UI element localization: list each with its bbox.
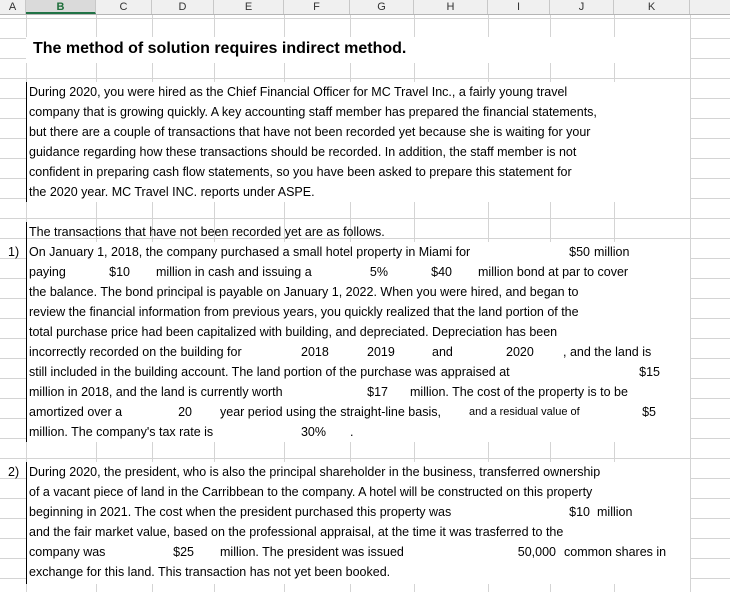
item-2-original-cost[interactable]: $10 xyxy=(569,505,590,519)
item-1-line-4[interactable]: review the financial information from previous years, you quickly realized that the land portion of the xyxy=(29,305,579,319)
item-2-shares-issued[interactable]: 50,000 xyxy=(517,545,556,559)
item-1-line-10-end[interactable]: . xyxy=(350,425,354,439)
column-header-h[interactable]: H xyxy=(414,0,488,14)
item-1-line-7[interactable]: still included in the building account. The land portion of the purchase was appraised at xyxy=(29,365,510,379)
column-header-f[interactable]: F xyxy=(284,0,350,14)
column-header-a[interactable]: A xyxy=(0,0,26,14)
item-1-paying[interactable]: paying xyxy=(29,265,66,279)
item-1-year-2019[interactable]: 2019 xyxy=(367,345,395,359)
item-1-amortization-years[interactable]: 20 xyxy=(178,405,192,419)
item-1-bond-rate[interactable]: 5% xyxy=(369,265,388,279)
item-1-line-6-end[interactable]: , and the land is xyxy=(563,345,652,359)
item-1-line-1[interactable]: On January 1, 2018, the company purchased a small hotel property in Miami for xyxy=(29,245,471,259)
item-1-land-current-value[interactable]: $17 xyxy=(367,385,388,399)
item-1-land-appraisal[interactable]: $15 xyxy=(639,365,660,379)
item-1-line-2-text[interactable]: million in cash and issuing a xyxy=(156,265,312,279)
item-1-line-8-end[interactable]: million. The cost of the property is to be xyxy=(410,385,628,399)
item-1-line-9-text[interactable]: amortized over a xyxy=(29,405,123,419)
item-1-line-6-text[interactable]: incorrectly recorded on the building for xyxy=(29,345,242,359)
item-1-year-2018[interactable]: 2018 xyxy=(301,345,329,359)
item-1-purchase-price[interactable]: $50 xyxy=(569,245,590,259)
item-1-tax-rate[interactable]: 30% xyxy=(300,425,326,439)
transactions-intro[interactable]: The transactions that have not been recorded yet are as follows. xyxy=(29,225,385,239)
column-header-k[interactable]: K xyxy=(614,0,690,14)
item-1-line-9-mid[interactable]: year period using the straight-line basis, xyxy=(220,405,441,419)
intro-line-3[interactable]: but there are a couple of transactions that have not been recorded yet because she is waiting for your xyxy=(29,125,591,139)
item-1-cash-amount[interactable]: $10 xyxy=(109,265,130,279)
item-2-line-6[interactable]: exchange for this land. This transaction has not yet been booked. xyxy=(29,565,391,579)
item-2-line-1[interactable]: During 2020, the president, who is also the principal shareholder in the business, transferred ownership xyxy=(29,465,601,479)
item-2-number: 2) xyxy=(8,465,20,479)
column-header-c[interactable]: C xyxy=(96,0,152,14)
item-2-line-3[interactable]: beginning in 2021. The cost when the president purchased this property was xyxy=(29,505,452,519)
item-1-bond-amount[interactable]: $40 xyxy=(431,265,452,279)
item-1-line-3[interactable]: the balance. The bond principal is payable on January 1, 2022. When you were hired, and began to xyxy=(29,285,579,299)
item-2-line-5-mid[interactable]: million. The president was issued xyxy=(220,545,404,559)
item-1-residual-value[interactable]: $5 xyxy=(642,405,656,419)
item-2-line-5-end[interactable]: common shares in xyxy=(564,545,667,559)
intro-line-1[interactable]: During 2020, you were hired as the Chief Financial Officer for MC Travel Inc., a fairly young travel xyxy=(29,85,568,99)
item-1-line-8-text[interactable]: million in 2018, and the land is currently worth xyxy=(29,385,283,399)
item-1-year-2020[interactable]: 2020 xyxy=(506,345,534,359)
item-2-line-2[interactable]: of a vacant piece of land in the Carribbean to the company. A hotel will be constructed on this property xyxy=(29,485,593,499)
intro-line-6[interactable]: the 2020 year. MC Travel INC. reports under ASPE. xyxy=(29,185,315,199)
title-cell[interactable]: The method of solution requires indirect method. xyxy=(33,40,407,57)
column-header-e[interactable]: E xyxy=(214,0,284,14)
item-1-line-2-end[interactable]: million bond at par to cover xyxy=(478,265,629,279)
column-header-j[interactable]: J xyxy=(550,0,614,14)
intro-line-2[interactable]: company that is growing quickly. A key accounting staff member has prepared the financial statements, xyxy=(29,105,597,119)
column-header-i[interactable]: I xyxy=(488,0,550,14)
intro-line-4[interactable]: guidance regarding how these transactions should be recorded. In addition, the staff member is not xyxy=(29,145,577,159)
item-1-line-5[interactable]: total purchase price had been capitalized with building, and depreciated. Depreciation has been xyxy=(29,325,558,339)
item-1-and[interactable]: and xyxy=(432,345,453,359)
item-2-line-5-text[interactable]: company was xyxy=(29,545,106,559)
item-2-fair-value[interactable]: $25 xyxy=(173,545,194,559)
item-1-purchase-unit[interactable]: million xyxy=(594,245,630,259)
column-header-g[interactable]: G xyxy=(350,0,414,14)
column-header-b[interactable]: B xyxy=(26,0,96,14)
item-1-line-10-text[interactable]: million. The company's tax rate is xyxy=(29,425,214,439)
item-2-line-4[interactable]: and the fair market value, based on the professional appraisal, at the time it was trasferred to the xyxy=(29,525,564,539)
item-1-residual-text[interactable]: and a residual value of xyxy=(469,406,580,418)
column-header-d[interactable]: D xyxy=(152,0,214,14)
item-1-number: 1) xyxy=(8,245,20,259)
column-header xyxy=(0,0,730,15)
item-2-cost-unit[interactable]: million xyxy=(597,505,633,519)
intro-line-5[interactable]: confident in preparing cash flow statements, so you have been asked to prepare this statement for xyxy=(29,165,572,179)
